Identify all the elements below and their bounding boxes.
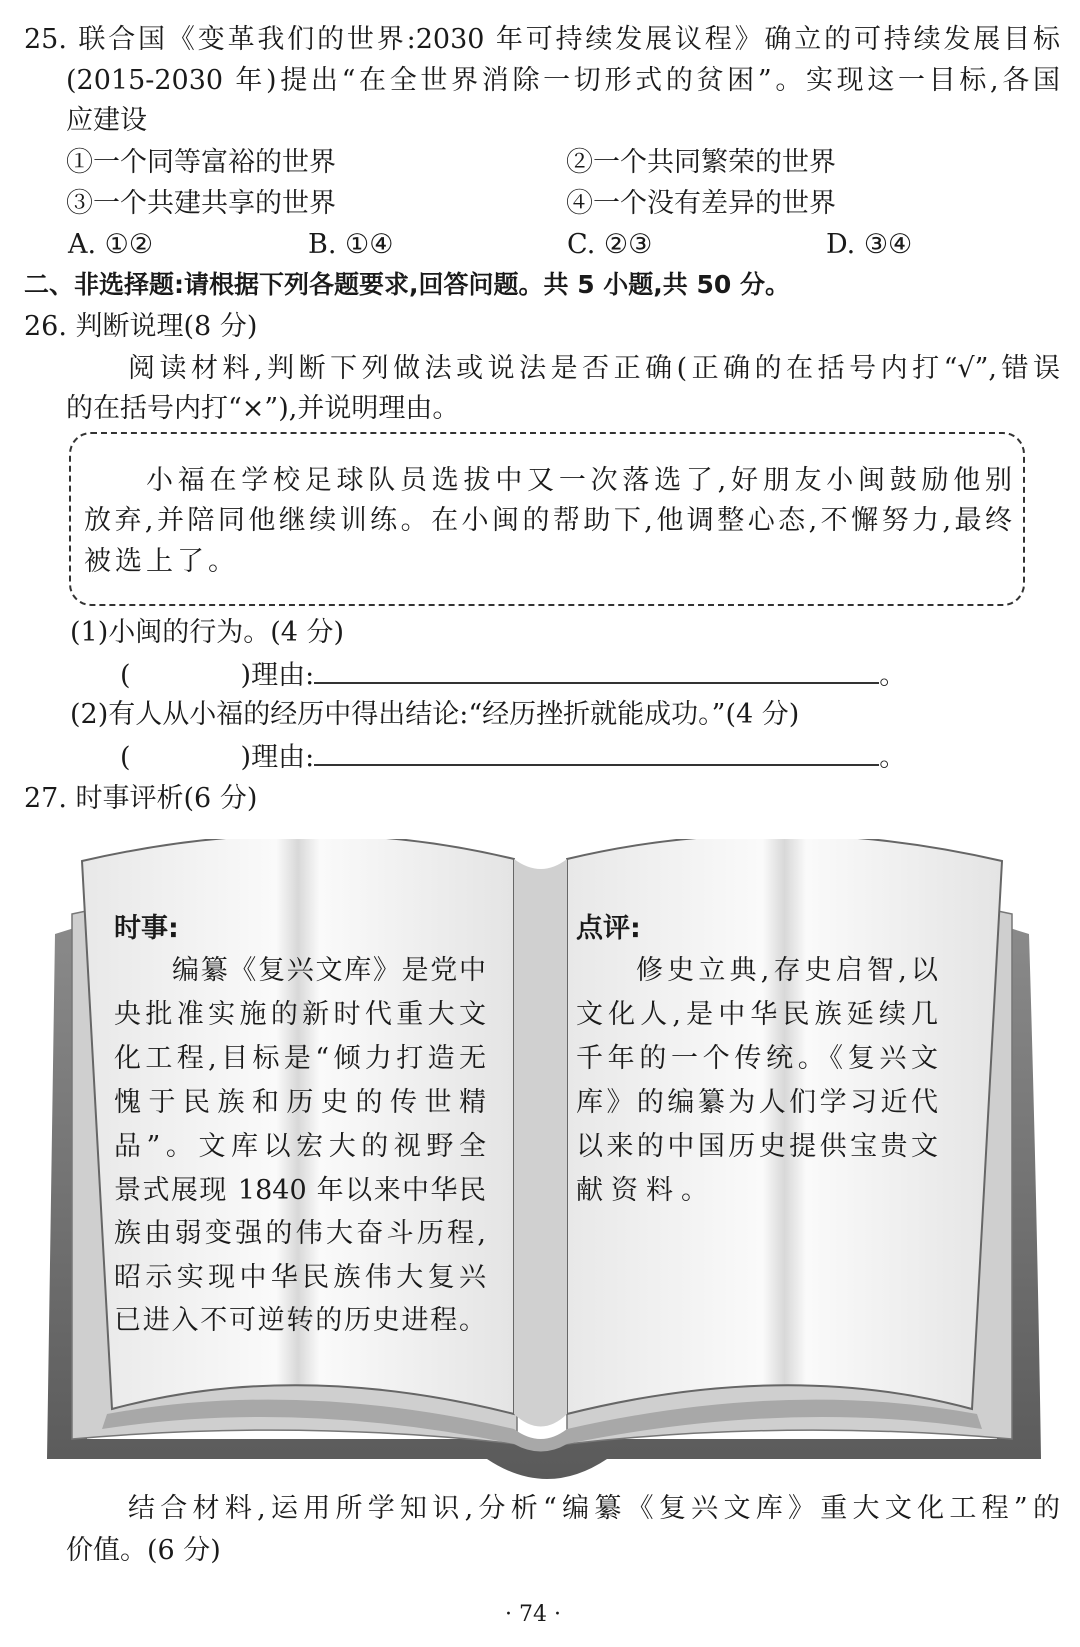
comment-line: 以来的中国历史提供宝贵文 bbox=[576, 1131, 938, 1162]
end-mark: 。 bbox=[879, 742, 907, 773]
news-line: 族由弱变强的伟大奋斗历程, bbox=[114, 1218, 486, 1249]
q25-stem-line-2: (2015-2030 年)提出“在全世界消除一切形式的贫困”。实现这一目标,各国 bbox=[66, 65, 1060, 96]
news-line: 品”。文库以宏大的视野全 bbox=[114, 1131, 486, 1162]
paren-open: ( bbox=[120, 660, 131, 691]
reason-answer-line-1[interactable] bbox=[314, 658, 879, 684]
q26-answer-row-2 bbox=[120, 740, 906, 775]
news-line: 编纂《复兴文库》是党中 bbox=[172, 955, 486, 986]
q25-statement-1: ①一个同等富裕的世界 bbox=[66, 147, 336, 178]
q26-instruction-line-2: 的在括号内打“×”),并说明理由。 bbox=[66, 393, 460, 424]
reason-label: )理由: bbox=[240, 742, 315, 773]
q25-choice-a: A. ①② bbox=[68, 229, 154, 260]
paren-open: ( bbox=[120, 742, 131, 773]
q26-title: 26. 判断说理(8 分) bbox=[24, 311, 258, 342]
reason-answer-line-2[interactable] bbox=[314, 740, 879, 766]
news-line: 愧于民族和历史的传世精 bbox=[114, 1087, 486, 1118]
q25-statement-2: ②一个共同繁荣的世界 bbox=[566, 147, 836, 178]
reason-label: )理由: bbox=[240, 660, 315, 691]
q25-choice-b: B. ①④ bbox=[308, 229, 394, 260]
comment-line: 千年的一个传统。《复兴文 bbox=[576, 1043, 938, 1074]
news-line: 央批准实施的新时代重大文 bbox=[114, 999, 486, 1030]
q25-choice-d: D. ③④ bbox=[826, 229, 913, 260]
material-line-2: 放弃,并陪同他继续训练。在小闽的帮助下,他调整心态,不懈努力,最终 bbox=[84, 505, 1012, 536]
book-spine-fold bbox=[514, 859, 567, 1427]
news-heading: 时事: bbox=[114, 913, 179, 944]
news-line: 化工程,目标是“倾力打造无 bbox=[114, 1043, 486, 1074]
q25-stem-line-1: 25. 联合国《变革我们的世界:2030 年可持续发展议程》确立的可持续发展目标 bbox=[24, 24, 1060, 55]
q25-statement-3: ③一个共建共享的世界 bbox=[66, 188, 336, 219]
news-line: 已进入不可逆转的历史进程。 bbox=[114, 1305, 486, 1336]
news-line: 景式展现 1840 年以来中华民 bbox=[114, 1175, 486, 1206]
q26-sub-question-2: (2)有人从小福的经历中得出结论:“经历挫折就能成功。”(4 分) bbox=[70, 699, 800, 730]
comment-line: 献资料。 bbox=[576, 1175, 716, 1206]
section-heading: 二、非选择题:请根据下列各题要求,回答问题。共 5 小题,共 50 分。 bbox=[24, 270, 790, 299]
comment-line: 文化人,是中华民族延续几 bbox=[576, 999, 938, 1030]
q27-question-line-1: 结合材料,运用所学知识,分析“编纂《复兴文库》重大文化工程”的 bbox=[128, 1493, 1060, 1524]
q27-title: 27. 时事评析(6 分) bbox=[24, 783, 258, 814]
end-mark: 。 bbox=[879, 660, 907, 691]
comment-line: 库》的编纂为人们学习近代 bbox=[576, 1087, 938, 1118]
news-line: 昭示实现中华民族伟大复兴 bbox=[114, 1262, 486, 1293]
page-number: · 74 · bbox=[505, 1602, 561, 1627]
q26-sub-question-1: (1)小闽的行为。(4 分) bbox=[70, 617, 345, 648]
q27-question-line-2: 价值。(6 分) bbox=[66, 1535, 221, 1566]
comment-heading: 点评: bbox=[576, 913, 641, 944]
material-line-3: 被选上了。 bbox=[84, 546, 239, 577]
q25-stem-line-3: 应建设 bbox=[66, 105, 147, 136]
q26-instruction-line-1: 阅读材料,判断下列做法或说法是否正确(正确的在括号内打“√”,错误 bbox=[128, 353, 1060, 384]
material-line-1: 小福在学校足球队员选拔中又一次落选了,好朋友小闽鼓励他别 bbox=[146, 465, 1012, 496]
q26-answer-row-1 bbox=[120, 658, 906, 693]
q25-choice-c: C. ②③ bbox=[567, 229, 653, 260]
comment-line: 修史立典,存史启智,以 bbox=[636, 955, 938, 986]
q25-statement-4: ④一个没有差异的世界 bbox=[566, 188, 836, 219]
